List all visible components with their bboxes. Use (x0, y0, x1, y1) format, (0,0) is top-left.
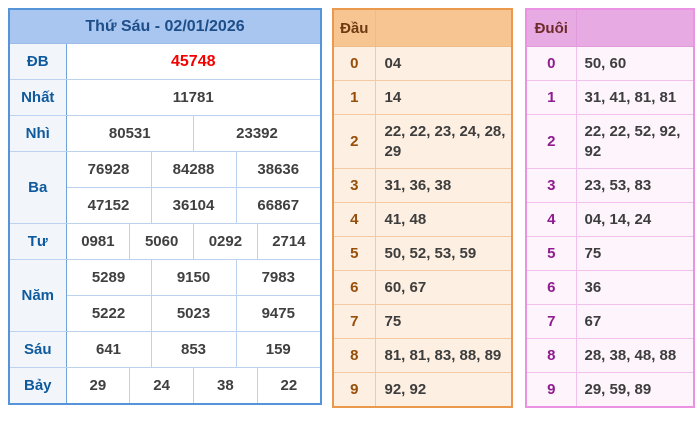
prize-label-tu: Tư (9, 224, 66, 260)
prize-value-cell: 0292 (194, 224, 258, 260)
prize-value-db: 45748 (66, 44, 321, 80)
prize-value-cell: 66867 (236, 188, 321, 224)
duoi-row-4 (526, 203, 694, 237)
prize-value-cell: 11781 (66, 80, 321, 116)
duoi-row-8 (526, 339, 694, 373)
prize-label-sau: Sáu (9, 332, 66, 368)
result-row-bay (9, 368, 321, 405)
dau-table (332, 8, 513, 408)
dau-digit-cell: 7 (333, 305, 375, 339)
duoi-numbers-cell: 67 (576, 305, 694, 339)
dau-digit-cell: 2 (333, 115, 375, 169)
dau-digit-cell: 9 (333, 373, 375, 408)
duoi-row-1 (526, 81, 694, 115)
prize-value-cell: 853 (151, 332, 236, 368)
dau-row-5 (333, 237, 512, 271)
prize-label-db: ĐB (9, 44, 66, 80)
result-row-ba-1 (9, 152, 321, 188)
dau-row-7 (333, 305, 512, 339)
dau-table-title: Đầu (333, 9, 375, 47)
duoi-header-row (526, 9, 694, 47)
duoi-header-spacer (576, 9, 694, 47)
dau-numbers-cell: 50, 52, 53, 59 (375, 237, 512, 271)
dau-numbers-cell: 81, 81, 83, 88, 89 (375, 339, 512, 373)
duoi-digit-cell: 8 (526, 339, 576, 373)
result-row-db (9, 44, 321, 80)
prize-value-cell: 84288 (151, 152, 236, 188)
prize-value-cell: 23392 (194, 116, 322, 152)
result-row-nhi (9, 116, 321, 152)
prize-label-bay: Bảy (9, 368, 66, 405)
dau-numbers-cell: 31, 36, 38 (375, 169, 512, 203)
dau-row-9 (333, 373, 512, 408)
duoi-digit-cell: 2 (526, 115, 576, 169)
prize-value-cell: 5222 (66, 296, 151, 332)
duoi-row-3 (526, 169, 694, 203)
dau-numbers-cell: 60, 67 (375, 271, 512, 305)
duoi-digit-cell: 5 (526, 237, 576, 271)
duoi-table (525, 8, 695, 408)
prize-value-cell: 2714 (257, 224, 321, 260)
prize-value-cell: 5060 (130, 224, 194, 260)
prize-value-cell: 641 (66, 332, 151, 368)
prize-label-nam: Năm (9, 260, 66, 332)
duoi-digit-cell: 7 (526, 305, 576, 339)
prize-value-cell: 38636 (236, 152, 321, 188)
duoi-table-title: Đuôi (526, 9, 576, 47)
dau-digit-cell: 1 (333, 81, 375, 115)
dau-digit-cell: 3 (333, 169, 375, 203)
duoi-numbers-cell: 75 (576, 237, 694, 271)
dau-row-3 (333, 169, 512, 203)
dau-row-4 (333, 203, 512, 237)
dau-row-2 (333, 115, 512, 169)
duoi-row-9 (526, 373, 694, 408)
duoi-row-5 (526, 237, 694, 271)
dau-row-1 (333, 81, 512, 115)
dau-digit-cell: 8 (333, 339, 375, 373)
duoi-row-6 (526, 271, 694, 305)
prize-value-cell: 9150 (151, 260, 236, 296)
result-row-tu (9, 224, 321, 260)
dau-digit-cell: 4 (333, 203, 375, 237)
prize-label-ba: Ba (9, 152, 66, 224)
prize-value-cell: 22 (257, 368, 321, 405)
duoi-numbers-cell: 23, 53, 83 (576, 169, 694, 203)
duoi-numbers-cell: 31, 41, 81, 81 (576, 81, 694, 115)
result-header-row (9, 9, 321, 44)
duoi-numbers-cell: 28, 38, 48, 88 (576, 339, 694, 373)
duoi-digit-cell: 1 (526, 81, 576, 115)
duoi-digit-cell: 9 (526, 373, 576, 408)
result-row-nhat (9, 80, 321, 116)
prize-value-cell: 5023 (151, 296, 236, 332)
dau-digit-cell: 0 (333, 47, 375, 81)
result-row-sau (9, 332, 321, 368)
result-table-title: Thứ Sáu - 02/01/2026 (9, 9, 321, 44)
kqxs-result-table (8, 8, 322, 405)
dau-numbers-cell: 22, 22, 23, 24, 28, 29 (375, 115, 512, 169)
dau-digit-cell: 5 (333, 237, 375, 271)
dau-numbers-cell: 14 (375, 81, 512, 115)
duoi-numbers-cell: 36 (576, 271, 694, 305)
prize-label-nhi: Nhì (9, 116, 66, 152)
prize-value-cell: 0981 (66, 224, 130, 260)
dau-row-6 (333, 271, 512, 305)
prize-value-cell: 9475 (236, 296, 321, 332)
dau-row-0 (333, 47, 512, 81)
dau-numbers-cell: 92, 92 (375, 373, 512, 408)
dau-digit-cell: 6 (333, 271, 375, 305)
duoi-numbers-cell: 22, 22, 52, 92, 92 (576, 115, 694, 169)
prize-value-cell: 5289 (66, 260, 151, 296)
duoi-numbers-cell: 04, 14, 24 (576, 203, 694, 237)
dau-header-row (333, 9, 512, 47)
duoi-numbers-cell: 29, 59, 89 (576, 373, 694, 408)
prize-value-cell: 7983 (236, 260, 321, 296)
result-row-nam-1 (9, 260, 321, 296)
prize-value-cell: 38 (194, 368, 258, 405)
prize-value-cell: 76928 (66, 152, 151, 188)
duoi-digit-cell: 3 (526, 169, 576, 203)
duoi-digit-cell: 6 (526, 271, 576, 305)
prize-value-cell: 36104 (151, 188, 236, 224)
prize-value-cell: 159 (236, 332, 321, 368)
duoi-row-7 (526, 305, 694, 339)
duoi-digit-cell: 0 (526, 47, 576, 81)
dau-numbers-cell: 04 (375, 47, 512, 81)
prize-value-cell: 24 (130, 368, 194, 405)
dau-row-8 (333, 339, 512, 373)
duoi-row-0 (526, 47, 694, 81)
prize-value-cell: 47152 (66, 188, 151, 224)
dau-numbers-cell: 75 (375, 305, 512, 339)
dau-numbers-cell: 41, 48 (375, 203, 512, 237)
duoi-row-2 (526, 115, 694, 169)
prize-value-cell: 29 (66, 368, 130, 405)
prize-label-nhat: Nhất (9, 80, 66, 116)
prize-value-cell: 80531 (66, 116, 194, 152)
duoi-numbers-cell: 50, 60 (576, 47, 694, 81)
duoi-digit-cell: 4 (526, 203, 576, 237)
dau-header-spacer (375, 9, 512, 47)
